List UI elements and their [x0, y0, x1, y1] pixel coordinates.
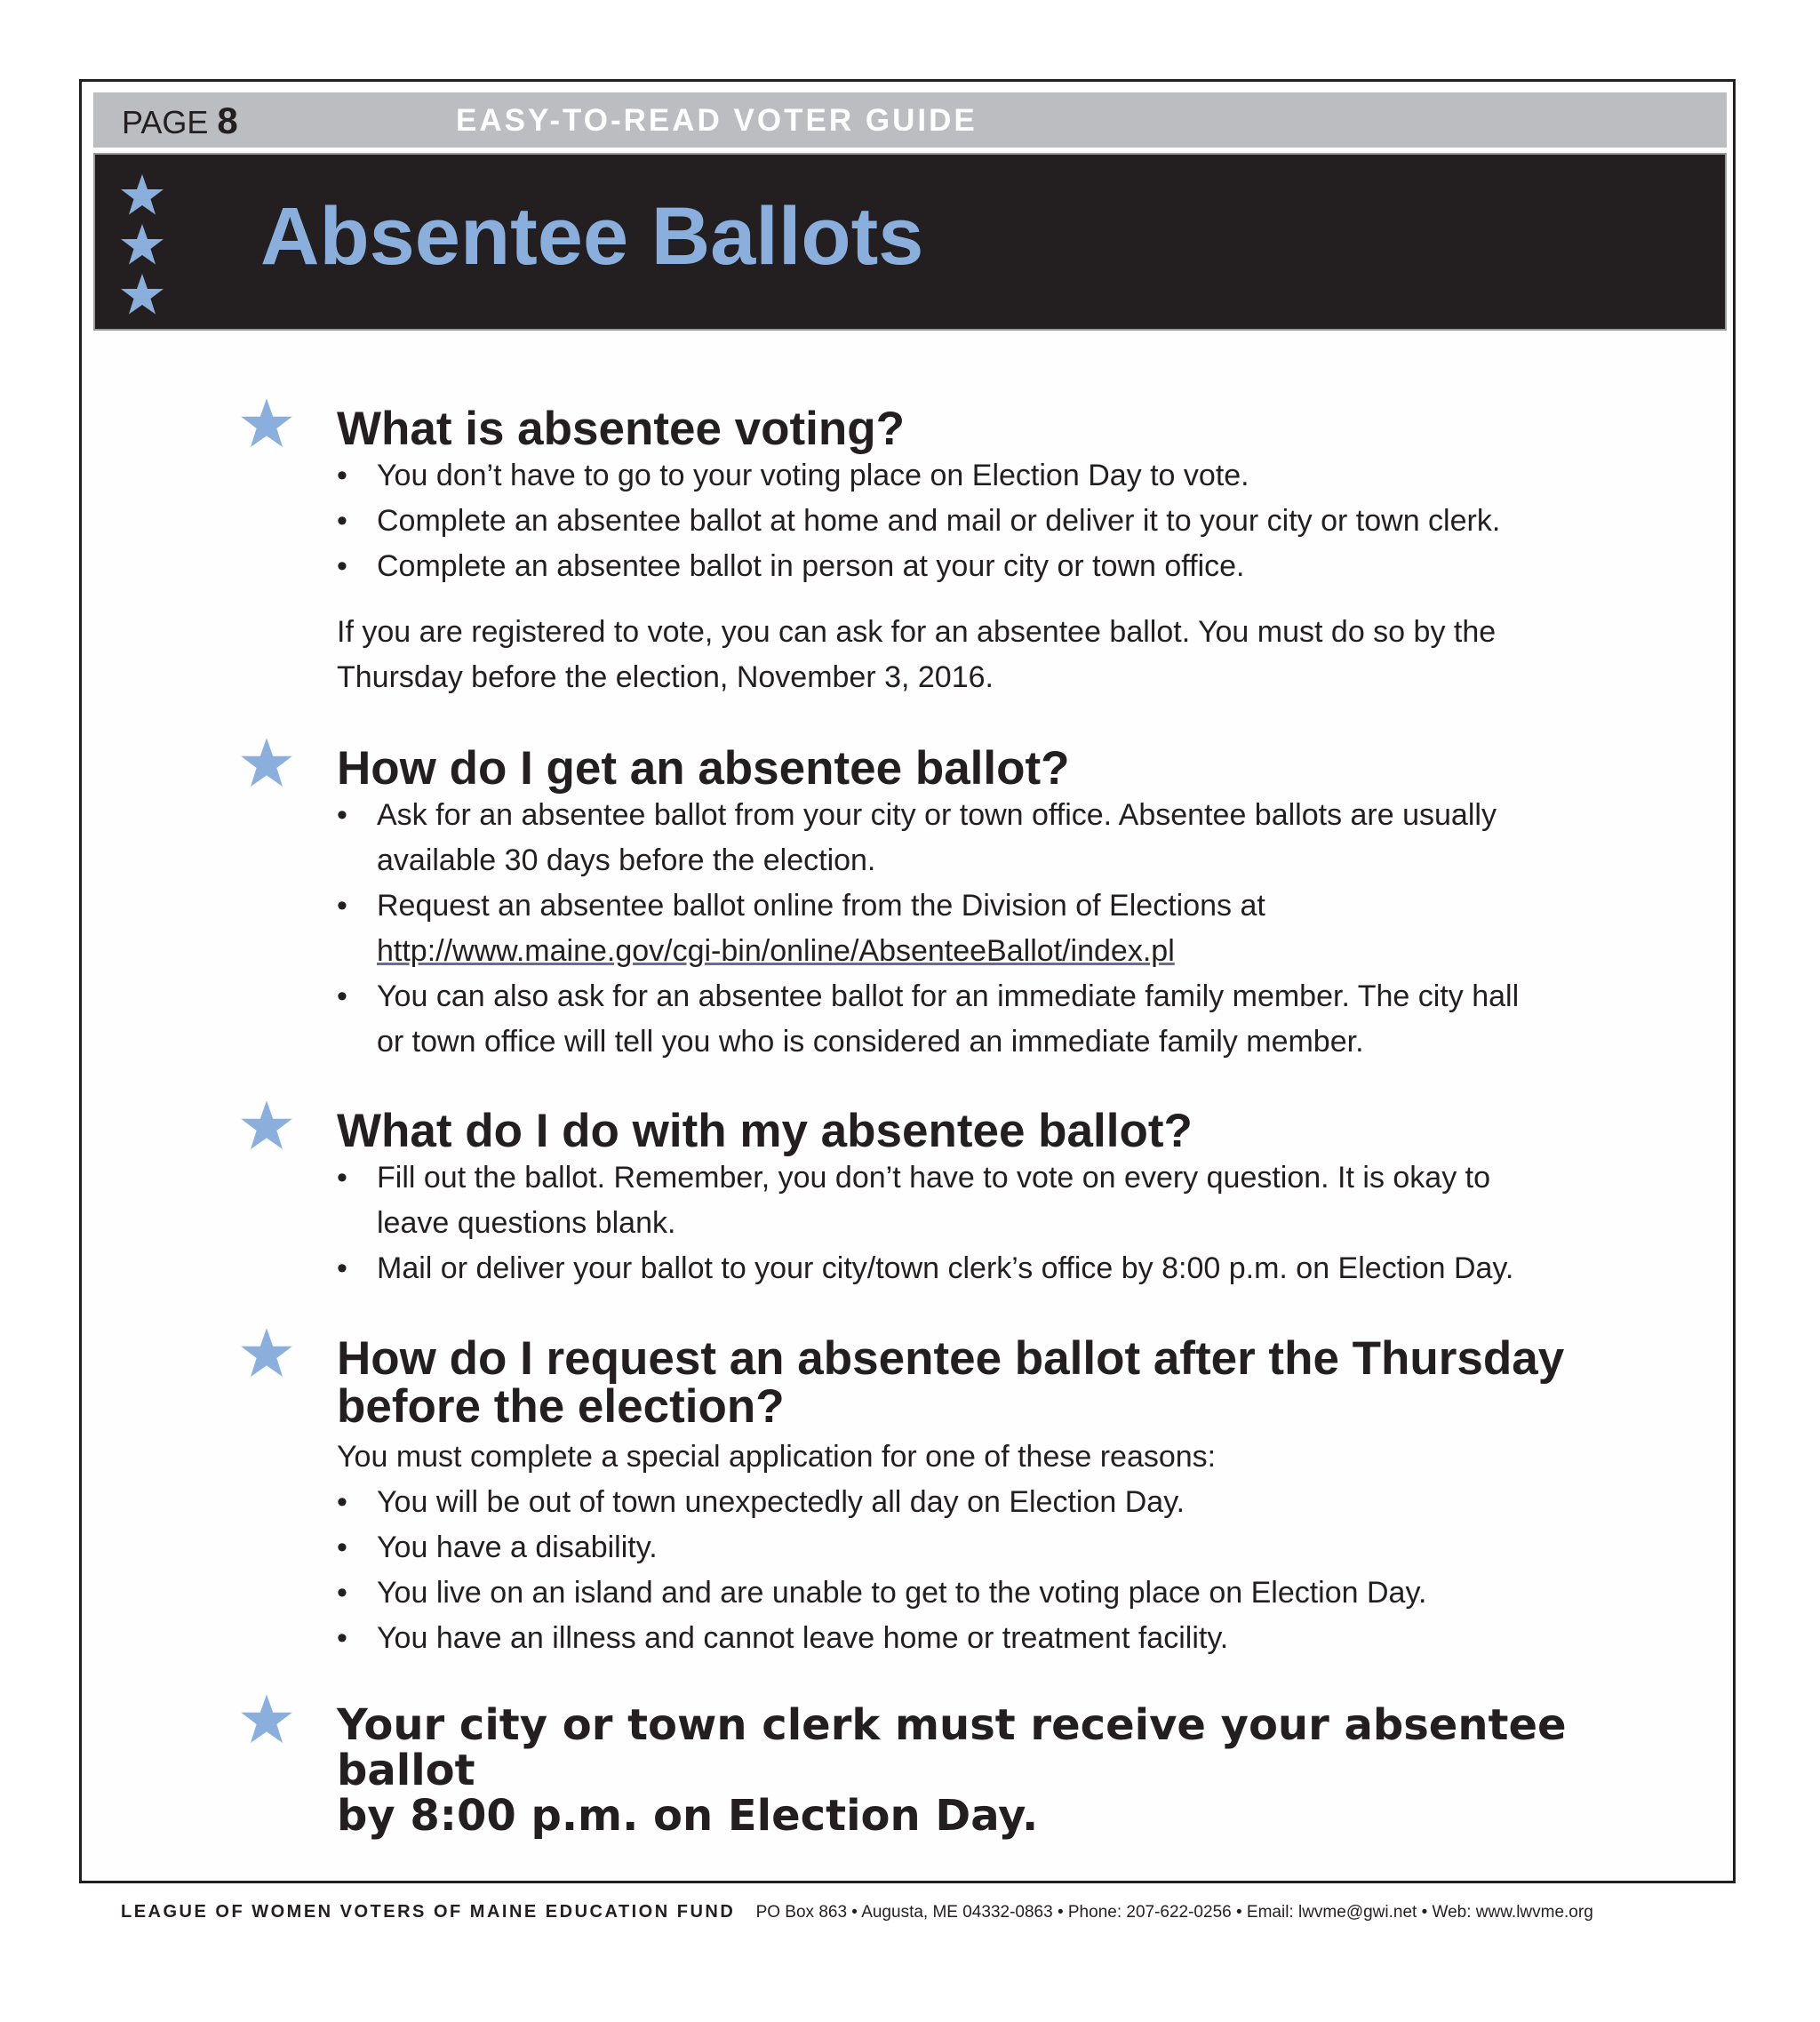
- list-item: • You have a disability.: [337, 1530, 658, 1564]
- star-icon: [240, 1099, 293, 1152]
- page-number-label: [122, 100, 238, 142]
- page-header-bar: [93, 92, 1727, 148]
- section-heading: What do I do with my absentee ballot?: [337, 1105, 1193, 1157]
- list-item: • You will be out of town unexpectedly all day on Election Day.: [337, 1485, 1185, 1519]
- section-heading: How do I request an absentee ballot after the Thursday before the election?: [337, 1332, 1565, 1433]
- guide-title: EASY-TO-READ VOTER GUIDE: [456, 103, 978, 138]
- star-icon: [240, 396, 293, 450]
- footer-org: LEAGUE OF WOMEN VOTERS OF MAINE EDUCATION FUND: [121, 1902, 736, 1922]
- list-item: • You have an illness and cannot leave home or treatment facility.: [337, 1621, 1229, 1655]
- list-item: • Mail or deliver your ballot to your city/town clerk’s office by 8:00 p.m. on Election Day.: [337, 1251, 1514, 1285]
- bullet-list: [337, 1480, 1426, 1661]
- list-item: • You can also ask for an absentee ballot for an immediate family member. The city hall or town office will tell you who is considered an immediate family member.: [337, 979, 1520, 1059]
- section-heading: How do I get an absentee ballot?: [337, 742, 1070, 795]
- footer: [121, 1902, 1593, 1922]
- section-intro: You must complete a special application for one of these reasons:: [337, 1440, 1217, 1474]
- page-title: Absentee Ballots: [260, 191, 924, 282]
- list-item: • Fill out the ballot. Remember, you don’t have to vote on every question. It is okay to leave questions blank.: [337, 1161, 1491, 1240]
- list-item: • Complete an absentee ballot at home and mail or deliver it to your city or town clerk.: [337, 504, 1501, 538]
- star-icon: [240, 1692, 293, 1746]
- list-item: • Ask for an absentee ballot from your city or town office. Absentee ballots are usually available 30 days before the election.: [337, 798, 1497, 877]
- absentee-ballot-link[interactable]: http://www.maine.gov/cgi-bin/online/AbsenteeBallot/index.pl: [377, 934, 1175, 968]
- footer-contact: PO Box 863 • Augusta, ME 04332-0863 • Phone: 207-622-0256 • Email: lwvme@gwi.net • Web: www.lwvme.org: [755, 1903, 1593, 1922]
- bullet-list: [337, 453, 1500, 589]
- star-icon: [240, 1326, 293, 1379]
- page-prefix: PAGE: [122, 104, 209, 140]
- star-icon: [240, 736, 293, 789]
- bullet-list: [337, 1155, 1513, 1291]
- deadline-notice: Your city or town clerk must receive your absentee ballot by 8:00 p.m. on Election Day.: [337, 1700, 1567, 1841]
- star-icon: [120, 222, 164, 267]
- list-item: • Request an absentee ballot online from the Division of Elections at http://www.maine.gov/cgi-bin/online/AbsenteeBallot/index.pl: [337, 889, 1265, 968]
- banner-stars: [120, 172, 166, 322]
- page-number: 8: [217, 100, 238, 141]
- list-item: • You live on an island and are unable to get to the voting place on Election Day.: [337, 1576, 1427, 1610]
- list-item: • Complete an absentee ballot in person at your city or town office.: [337, 549, 1245, 583]
- section-heading: What is absentee voting?: [337, 403, 906, 455]
- star-icon: [120, 172, 164, 217]
- list-item: • You don’t have to go to your voting place on Election Day to vote.: [337, 459, 1249, 492]
- section-paragraph: If you are registered to vote, you can ask for an absentee ballot. You must do so by the Thursday before the election, November 3, 2016.: [337, 615, 1497, 694]
- title-banner: [93, 153, 1727, 331]
- star-icon: [120, 272, 164, 316]
- bullet-list: [337, 793, 1519, 1065]
